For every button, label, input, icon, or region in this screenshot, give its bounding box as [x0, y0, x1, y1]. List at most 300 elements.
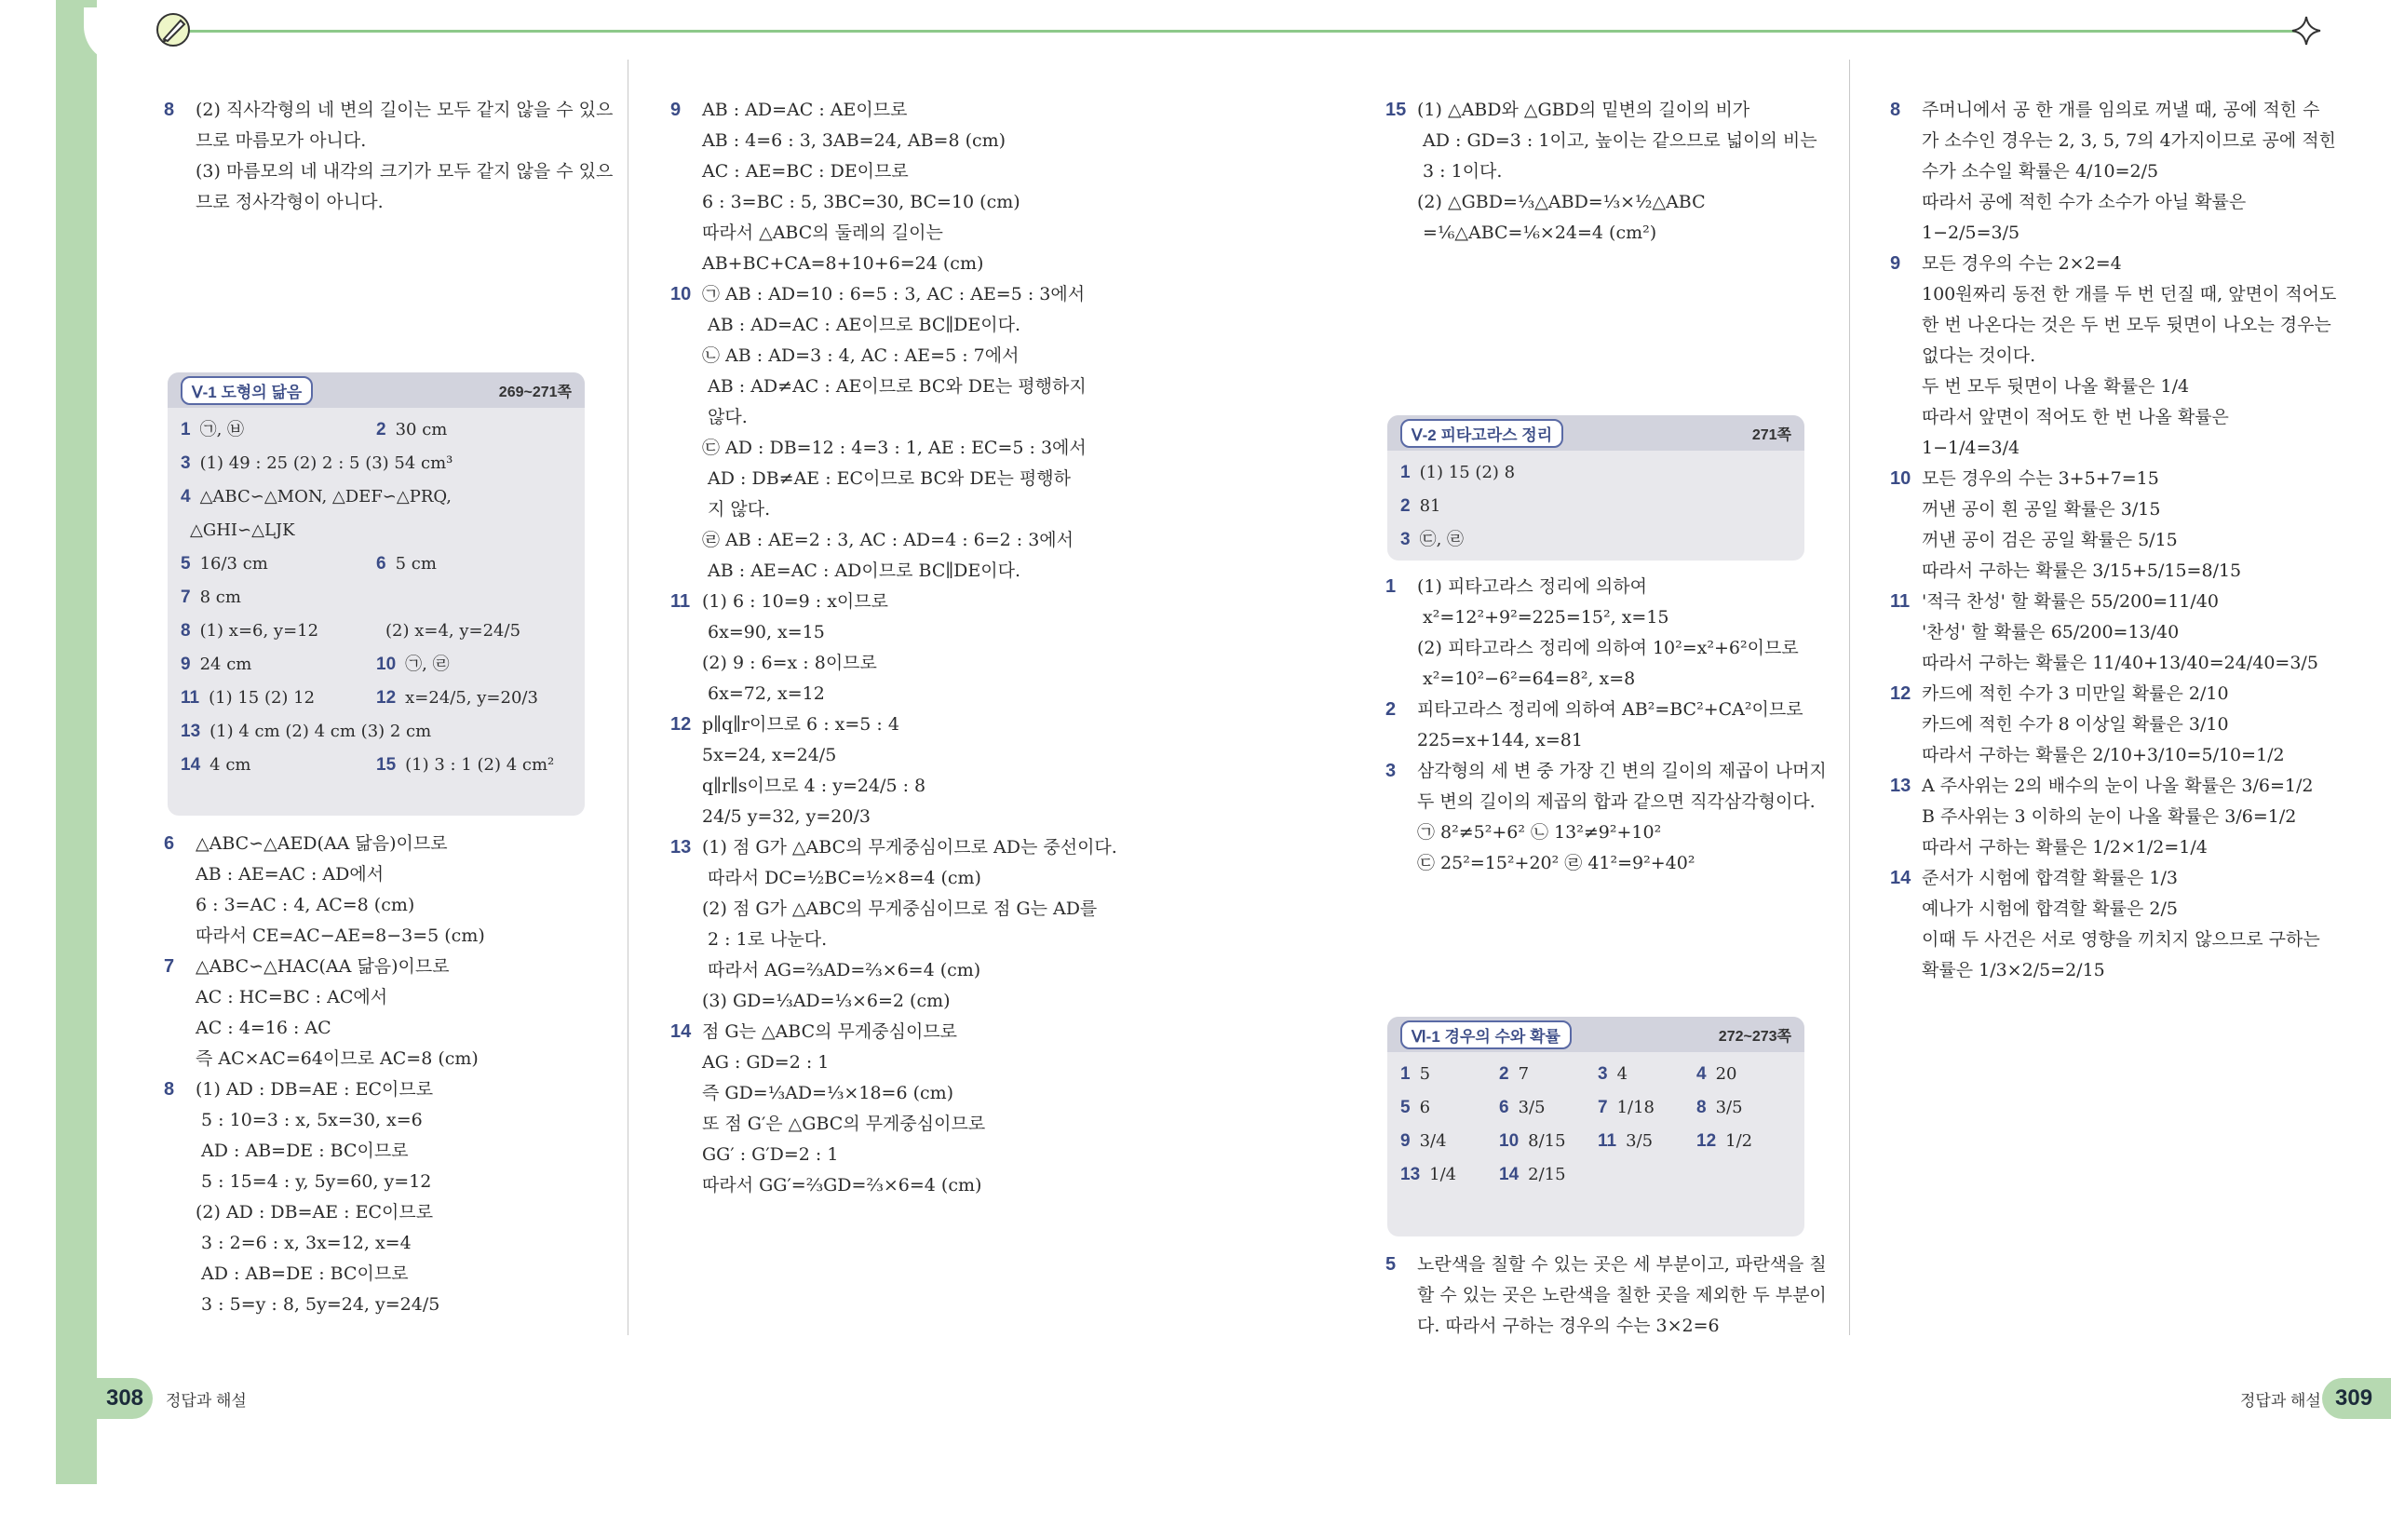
answer-line	[164, 1044, 601, 1074]
problem-number: 11	[1890, 591, 1911, 612]
answer-line	[164, 187, 601, 218]
answer-row	[1400, 1158, 1791, 1192]
answer-line	[1890, 494, 2346, 525]
answer-text: 5x=24, x=24/5	[702, 745, 837, 765]
answer-text: AB : AD=AC : AE이므로 BC∥DE이다.	[702, 315, 1020, 335]
answer-row	[181, 447, 572, 480]
answer-line	[164, 1259, 601, 1290]
answer-text: 따라서 구하는 확률은 1/2×1/2=1/4	[1922, 837, 2208, 858]
answer-value: ㉢, ㉣	[1419, 530, 1465, 549]
answer-text: 두 번 모두 뒷면이 나올 확률은 1/4	[1922, 376, 2190, 397]
pencil-icon	[153, 9, 194, 50]
answer-text: 100원짜리 동전 한 개를 두 번 던질 때, 앞면이 적어도	[1922, 284, 2337, 304]
answer-line	[164, 1136, 601, 1167]
answer-text: 모든 경우의 수는 3+5+7=15	[1922, 468, 2159, 489]
answer-text: △ABC∽△AED(AA 닮음)이므로	[196, 833, 448, 854]
answer-text: (3) 마름모의 네 내각의 크기가 모두 같지 않을 수 있으	[196, 161, 614, 182]
answer-text: AD : AB=DE : BC이므로	[196, 1263, 409, 1284]
answer-text: AC : HC=BC : AC에서	[196, 987, 388, 1007]
answer-text: 이때 두 사건은 서로 영향을 끼치지 않으므로 구하는	[1922, 929, 2320, 950]
answer-row	[181, 648, 572, 682]
answer-value: 5	[1419, 1064, 1431, 1084]
answer-line	[1385, 156, 1832, 187]
answer-line	[1890, 556, 2346, 587]
problem-number: 2	[1385, 699, 1397, 720]
answer-line	[670, 126, 1155, 156]
answer-text: B 주사위는 3 이하의 눈이 나올 확률은 3/6=1/2	[1922, 806, 2297, 827]
answer-line	[670, 1109, 1155, 1140]
answer-value: 7	[1518, 1064, 1530, 1084]
answer-line	[164, 829, 601, 859]
problem-number: 7	[1598, 1098, 1608, 1117]
answer-line	[670, 494, 1155, 525]
answer-text: 주머니에서 공 한 개를 임의로 꺼낼 때, 공에 적힌 수	[1922, 100, 2320, 120]
answer-text: 5 : 10=3 : x, 5x=30, x=6	[196, 1110, 423, 1130]
page-number-right: 309	[2322, 1378, 2391, 1419]
footer-label-right: 정답과 해설	[2240, 1392, 2321, 1410]
answer-line	[670, 556, 1155, 587]
answer-cell	[1400, 1091, 1430, 1125]
answer-cell	[1696, 1091, 1743, 1125]
answer-line	[670, 341, 1155, 371]
answer-text: 6 : 3=AC : 4, AC=8 (cm)	[196, 895, 415, 915]
answer-cell	[1598, 1058, 1628, 1091]
answer-value: 20	[1715, 1064, 1737, 1084]
answer-text: GG′ : G′D=2 : 1	[702, 1144, 839, 1165]
problem-number: 8	[164, 100, 175, 120]
answer-value: 8 cm	[199, 588, 241, 607]
column-4	[1890, 95, 2346, 986]
answer-line	[670, 1017, 1155, 1047]
answer-text: 않다.	[702, 407, 748, 427]
answer-value: x=24/5, y=20/3	[405, 688, 538, 708]
column-3-top	[1385, 95, 1832, 249]
answer-line	[1385, 664, 1832, 695]
answer-text: 꺼낸 공이 검은 공일 확률은 5/15	[1922, 530, 2178, 550]
answer-line	[670, 587, 1155, 617]
answer-text: 2 : 1로 나눈다.	[702, 929, 828, 950]
answer-text: p∥q∥r이므로 6 : x=5 : 4	[702, 714, 899, 735]
problem-number: 10	[1890, 468, 1911, 489]
answer-line	[164, 890, 601, 921]
answer-text: 따라서 △ABC의 둘레의 길이는	[702, 223, 943, 243]
answer-text: 카드에 적힌 수가 8 이상일 확률은 3/10	[1922, 714, 2229, 735]
answer-text: 두 변의 길이의 제곱의 합과 같으면 직각삼각형이다.	[1417, 791, 1816, 812]
problem-number: 9	[670, 100, 682, 120]
answer-line	[1890, 187, 2346, 218]
answer-text: 점 G는 △ABC의 무게중심이므로	[702, 1021, 958, 1042]
answer-value: 5 cm	[395, 554, 437, 574]
answer-text: 지 않다.	[702, 499, 771, 520]
answer-line	[670, 1140, 1155, 1170]
column-1-bottom	[164, 829, 601, 1320]
answer-cell	[376, 682, 538, 715]
answer-text: (1) AD : DB=AE : EC이므로	[196, 1079, 434, 1100]
problem-number: 2	[1400, 496, 1411, 516]
answer-cell	[181, 547, 268, 581]
sparkle-icon	[2290, 15, 2322, 47]
answer-value: 6	[1419, 1098, 1431, 1117]
problem-number: 13	[1400, 1165, 1421, 1184]
answer-text: 1−2/5=3/5	[1922, 223, 2020, 243]
answer-line	[1890, 679, 2346, 709]
answer-cell	[181, 514, 295, 547]
answer-cell	[181, 447, 453, 480]
answer-line	[1890, 617, 2346, 648]
answer-text: q∥r∥s이므로 4 : y=24/5 : 8	[702, 776, 926, 796]
answer-line	[670, 740, 1155, 771]
answer-text: (2) 9 : 6=x : 8이므로	[702, 653, 877, 673]
answer-line	[1890, 925, 2346, 955]
answer-box-header	[168, 372, 585, 408]
problem-number: 5	[1385, 1254, 1397, 1275]
answer-text: A 주사위는 2의 배수의 눈이 나올 확률은 3/6=1/2	[1922, 776, 2314, 796]
answer-line	[670, 771, 1155, 802]
answer-line	[164, 982, 601, 1013]
answer-text: 6x=90, x=15	[702, 622, 825, 642]
problem-number: 14	[1499, 1165, 1520, 1184]
answer-text: AG : GD=2 : 1	[702, 1052, 830, 1073]
answer-line	[164, 1013, 601, 1044]
answer-text: 따라서 공에 적힌 수가 소수가 아닐 확률은	[1922, 192, 2247, 212]
answer-row	[1400, 1091, 1791, 1125]
answer-text: 피타고라스 정리에 의하여 AB²=BC²+CA²이므로	[1417, 699, 1803, 720]
column-3-middle	[1385, 572, 1832, 879]
answer-text: (2) △GBD=⅓△ABD=⅓×½△ABC	[1417, 192, 1706, 212]
answer-line	[1385, 1311, 1832, 1342]
answer-text: AB : AE=AC : AD에서	[196, 864, 385, 885]
answer-cell	[1400, 523, 1464, 557]
answer-cell	[181, 749, 250, 782]
answer-text: ㉢ 25²=15²+20² ㉣ 41²=9²+40²	[1417, 853, 1695, 873]
answer-text: 3 : 2=6 : x, 3x=12, x=4	[196, 1233, 412, 1253]
answer-cell	[181, 715, 431, 749]
answer-cell	[376, 615, 520, 648]
problem-number: 5	[1400, 1098, 1411, 1117]
answer-line	[1890, 279, 2346, 310]
answer-text: AB : AD=AC : AE이므로	[702, 100, 908, 120]
problem-number: 1	[181, 420, 191, 439]
answer-box-header	[1387, 415, 1804, 451]
problem-number: 15	[1385, 100, 1407, 120]
problem-number: 1	[1400, 463, 1411, 482]
answer-row	[181, 480, 572, 514]
answer-line	[1890, 771, 2346, 802]
answer-line	[1890, 371, 2346, 402]
answer-value: △ABC∽△MON, △DEF∽△PRQ,	[199, 487, 452, 507]
answer-text: 다. 따라서 구하는 경우의 수는 3×2=6	[1417, 1316, 1720, 1336]
answer-value: ㉠, ㉣	[405, 655, 450, 674]
answer-text: 따라서 구하는 확률은 11/40+13/40=24/40=3/5	[1922, 653, 2318, 673]
problem-number: 2	[1499, 1064, 1509, 1084]
answer-cell	[1598, 1125, 1653, 1158]
answer-line	[670, 402, 1155, 433]
answer-text: 카드에 적힌 수가 3 미만일 확률은 2/10	[1922, 683, 2229, 704]
answer-value: 24 cm	[199, 655, 252, 674]
answer-row	[181, 514, 572, 547]
section-title: Ⅵ-1 경우의 수와 확률	[1400, 1020, 1572, 1049]
answer-text: 따라서 앞면이 적어도 한 번 나올 확률은	[1922, 407, 2229, 427]
answer-line	[670, 218, 1155, 249]
answer-line	[1890, 740, 2346, 771]
problem-number: 14	[181, 755, 201, 775]
problem-number: 9	[1890, 253, 1901, 274]
answer-value: 3/4	[1419, 1131, 1447, 1151]
answer-line	[1890, 433, 2346, 464]
answer-value: 3/5	[1715, 1098, 1743, 1117]
answer-text: 6x=72, x=12	[702, 683, 825, 704]
answer-text: 따라서 GG′=⅔GD=⅔×6=4 (cm)	[702, 1175, 982, 1196]
answer-text: AC : 4=16 : AC	[196, 1018, 331, 1038]
answer-text: (1) 점 G가 △ABC의 무게중심이므로 AD는 중선이다.	[702, 837, 1117, 858]
answer-row	[1400, 1125, 1791, 1158]
answer-value: 8/15	[1528, 1131, 1566, 1151]
answer-cell	[181, 581, 241, 615]
answer-cell	[1696, 1058, 1736, 1091]
answer-line	[164, 156, 614, 187]
answer-value: 4	[1616, 1064, 1628, 1084]
answer-text: 수가 소수일 확률은 4/10=2/5	[1922, 161, 2159, 182]
answer-line	[670, 95, 1155, 126]
answer-text: 꺼낸 공이 흰 공일 확률은 3/15	[1922, 499, 2161, 520]
answer-line	[1385, 725, 1832, 756]
answer-text: AB : AD≠AC : AE이므로 BC와 DE는 평행하지	[702, 376, 1087, 397]
answer-line	[1890, 156, 2346, 187]
problem-number: 3	[1385, 761, 1397, 781]
answer-cell	[181, 413, 244, 447]
answer-row	[181, 547, 572, 581]
problem-number: 13	[670, 837, 692, 858]
answer-line	[1385, 1250, 1832, 1280]
problem-number: 13	[1890, 776, 1911, 796]
problem-number: 12	[376, 688, 397, 708]
problem-number: 3	[1400, 530, 1411, 549]
problem-number: 7	[164, 956, 175, 977]
answer-cell	[376, 648, 450, 682]
answer-line	[1890, 126, 2346, 156]
problem-number: 11	[181, 688, 200, 708]
answer-row	[181, 413, 572, 447]
problem-number: 8	[1890, 100, 1901, 120]
answer-line	[1890, 709, 2346, 740]
answer-cell	[181, 480, 452, 514]
answer-text: =⅙△ABC=⅙×24=4 (cm²)	[1417, 223, 1657, 243]
answer-line	[164, 1105, 601, 1136]
answer-line	[670, 1170, 1155, 1201]
answer-line	[1385, 817, 1832, 848]
answer-row	[1400, 1058, 1791, 1091]
answer-text: (1) 피타고라스 정리에 의하여	[1417, 576, 1647, 597]
answer-text: x²=12²+9²=225=15², x=15	[1417, 607, 1669, 628]
answer-line	[164, 1290, 601, 1320]
answer-line	[670, 249, 1155, 279]
problem-number: 14	[670, 1021, 692, 1042]
answer-text: 모든 경우의 수는 2×2=4	[1922, 253, 2122, 274]
problem-number: 8	[1696, 1098, 1707, 1117]
problem-number: 13	[181, 722, 201, 741]
answer-text: (2) 점 G가 △ABC의 무게중심이므로 점 G는 AD를	[702, 898, 1098, 919]
problem-number: 6	[376, 554, 386, 574]
answer-text: ㉢ AD : DB=12 : 4=3 : 1, AE : EC=5 : 3에서	[702, 438, 1087, 458]
answer-box-v1	[168, 372, 585, 816]
answer-line	[1890, 832, 2346, 863]
answer-value: 1/4	[1429, 1165, 1457, 1184]
answer-row	[181, 715, 572, 749]
problem-number: 7	[181, 588, 191, 607]
answer-box-header	[1387, 1017, 1804, 1052]
answer-value: 4 cm	[209, 755, 251, 775]
page-number-left: 308	[97, 1378, 153, 1419]
problem-number: 10	[670, 284, 692, 304]
section-title: Ⅴ-2 피타고라스 정리	[1400, 419, 1563, 448]
answer-text: (1) △ABD와 △GBD의 밑변의 길이의 비가	[1417, 100, 1750, 120]
column-3-bottom	[1385, 1250, 1832, 1342]
answer-text: x²=10²−6²=64=8², x=8	[1417, 669, 1636, 689]
problem-number: 6	[164, 833, 175, 854]
answer-line	[164, 95, 614, 126]
answer-cell	[1499, 1091, 1546, 1125]
answer-text: AD : AB=DE : BC이므로	[196, 1141, 409, 1161]
answer-cell	[1400, 456, 1515, 490]
answer-value: 30 cm	[395, 420, 448, 439]
answer-value: (1) 3 : 1 (2) 4 cm²	[405, 755, 555, 775]
answer-text: AC : AE=BC : DE이므로	[702, 161, 909, 182]
answer-value: (1) 4 cm (2) 4 cm (3) 2 cm	[209, 722, 432, 741]
problem-number: 11	[670, 591, 691, 612]
answer-cell	[181, 682, 315, 715]
answer-value: (1) 15 (2) 8	[1419, 463, 1516, 482]
problem-number: 8	[164, 1079, 175, 1100]
answer-line	[670, 371, 1155, 402]
answer-text: 즉 GD=⅓AD=⅓×18=6 (cm)	[702, 1083, 954, 1103]
answer-line	[1890, 894, 2346, 925]
answer-value: 2/15	[1528, 1165, 1566, 1184]
answer-text: 노란색을 칠할 수 있는 곳은 세 부분이고, 파란색을 칠	[1417, 1254, 1827, 1275]
answer-value: 1/18	[1616, 1098, 1655, 1117]
answer-text: 가 소수인 경우는 2, 3, 5, 7의 4가지이므로 공에 적힌	[1922, 130, 2336, 151]
answer-text: 준서가 시험에 합격할 확률은 1/3	[1922, 868, 2178, 888]
answer-value: 81	[1419, 496, 1441, 516]
answer-line	[1890, 464, 2346, 494]
answer-text: ㉣ AB : AE=2 : 3, AC : AD=4 : 6=2 : 3에서	[702, 530, 1074, 550]
answer-line	[1385, 126, 1832, 156]
answer-line	[1890, 863, 2346, 894]
answer-text: 즉 AC×AC=64이므로 AC=8 (cm)	[196, 1048, 479, 1069]
answer-line	[1385, 218, 1832, 249]
column-2	[670, 95, 1155, 1201]
answer-line	[670, 709, 1155, 740]
answer-row	[181, 749, 572, 782]
answer-cell	[1400, 1125, 1447, 1158]
answer-cell	[1400, 1158, 1456, 1192]
answer-line	[670, 187, 1155, 218]
answer-value: 1/2	[1725, 1131, 1753, 1151]
answer-line	[1385, 187, 1832, 218]
answer-value: △GHI∽△LJK	[190, 520, 295, 540]
answer-text: (2) 피타고라스 정리에 의하여 10²=x²+6²이므로	[1417, 638, 1799, 658]
answer-line	[164, 1167, 601, 1197]
answer-value: (1) 15 (2) 12	[209, 688, 316, 708]
answer-line	[164, 952, 601, 982]
answer-line	[1890, 802, 2346, 832]
answer-line	[164, 1074, 601, 1105]
answer-cell	[181, 615, 318, 648]
answer-cell	[376, 413, 447, 447]
problem-number: 5	[181, 554, 191, 574]
answer-text: 확률은 1/3×2/5=2/15	[1922, 960, 2105, 980]
answer-line	[670, 925, 1155, 955]
answer-cell	[1499, 1125, 1566, 1158]
problem-number: 4	[181, 487, 191, 507]
answer-line	[164, 921, 601, 952]
problem-number: 1	[1400, 1064, 1411, 1084]
answer-cell	[1499, 1158, 1566, 1192]
answer-text: 3 : 1이다.	[1417, 161, 1503, 182]
answer-text: 예나가 시험에 합격할 확률은 2/5	[1922, 898, 2178, 919]
answer-line	[670, 525, 1155, 556]
column-divider	[1849, 60, 1850, 1335]
answer-line	[670, 955, 1155, 986]
answer-line	[164, 126, 601, 156]
page-range: 271쪽	[1751, 426, 1791, 443]
problem-number: 12	[1890, 683, 1911, 704]
answer-text: (2) 직사각형의 네 변의 길이는 모두 같지 않을 수 있으	[196, 100, 614, 120]
answer-text: AD : DB≠AE : EC이므로 BC와 DE는 평행하	[702, 468, 1071, 489]
answer-cell	[376, 547, 437, 581]
answer-text: 따라서 CE=AC−AE=8−3=5 (cm)	[196, 925, 485, 946]
answer-box-body	[1387, 451, 1804, 562]
answer-line	[1385, 572, 1832, 602]
answer-line	[1385, 602, 1832, 633]
answer-value: 3/5	[1518, 1098, 1546, 1117]
answer-line	[164, 859, 601, 890]
answer-text: 한 번 나온다는 것은 두 번 모두 뒷면이 나오는 경우는	[1922, 315, 2331, 335]
answer-line	[1385, 633, 1832, 664]
problem-number: 4	[1696, 1064, 1707, 1084]
answer-row	[1400, 456, 1791, 490]
answer-line	[670, 464, 1155, 494]
page-range: 272~273쪽	[1718, 1028, 1791, 1045]
answer-row	[1400, 490, 1791, 523]
problem-number: 12	[670, 714, 692, 735]
section-title: Ⅴ-1 도형의 닮음	[181, 376, 313, 405]
problem-number: 1	[1385, 576, 1397, 597]
answer-line	[1385, 756, 1832, 787]
problem-number: 12	[1696, 1131, 1717, 1151]
answer-line	[670, 986, 1155, 1017]
answer-line	[1385, 695, 1832, 725]
problem-number: 9	[1400, 1131, 1411, 1151]
problem-number: 10	[1499, 1131, 1520, 1151]
answer-row	[181, 615, 572, 648]
answer-text: 또 점 G′은 △GBC의 무게중심이므로	[702, 1114, 986, 1134]
answer-text: AD : GD=3 : 1이고, 높이는 같으므로 넓이의 비는	[1417, 130, 1817, 151]
answer-text: 따라서 DC=½BC=½×8=4 (cm)	[702, 868, 981, 888]
answer-line	[1890, 95, 2346, 126]
answer-text: 225=x+144, x=81	[1417, 730, 1583, 750]
problem-number: 2	[376, 420, 386, 439]
answer-line	[670, 1047, 1155, 1078]
answer-value: (1) x=6, y=12	[199, 621, 319, 641]
answer-text: 므로 마름모가 아니다.	[196, 130, 367, 151]
answer-line	[1385, 848, 1832, 879]
answer-line	[1385, 1280, 1832, 1311]
answer-text: △ABC∽△HAC(AA 닮음)이므로	[196, 956, 450, 977]
answer-line	[164, 1228, 601, 1259]
answer-line	[670, 1078, 1155, 1109]
answer-line	[1890, 341, 2346, 371]
answer-text: (1) 6 : 10=9 : x이므로	[702, 591, 888, 612]
